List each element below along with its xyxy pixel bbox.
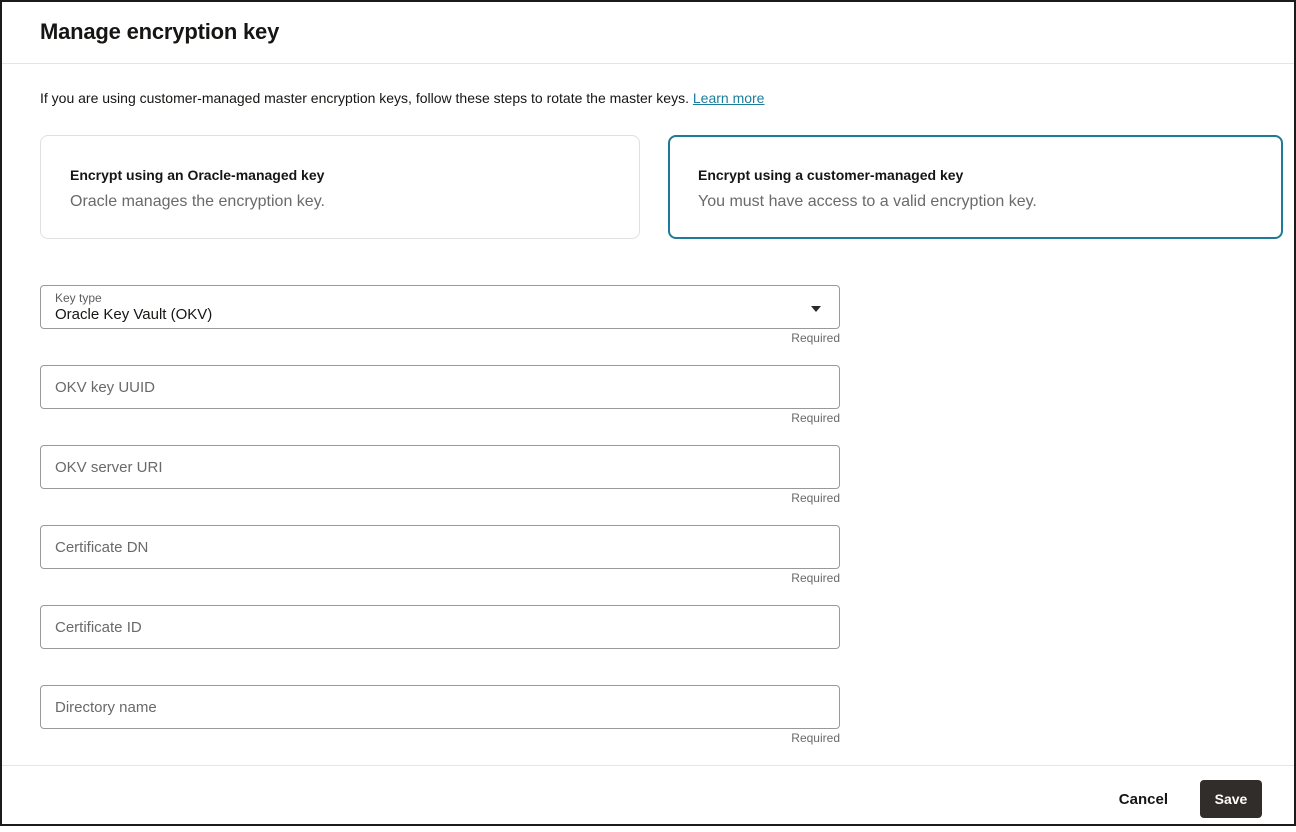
intro-text [40,90,1256,107]
cancel-button[interactable]: Cancel [1115,783,1172,816]
option-card-title: Encrypt using a customer-managed key [698,167,964,183]
option-card-oracle-managed-key[interactable] [40,135,640,239]
okv-server-uri-field-group [40,445,840,507]
certificate-dn-input[interactable] [40,525,840,569]
key-type-value: Oracle Key Vault (OKV) [55,306,213,323]
key-type-label: Key type [55,291,102,305]
required-hint: Required [791,731,840,745]
learn-more-link[interactable]: Learn more [692,90,765,106]
chevron-down-icon [811,306,821,312]
intro-text-body: If you are using customer-managed master encryption keys, follow these steps to rotate the master keys. [40,90,689,106]
option-card-customer-managed-key[interactable] [668,135,1283,239]
required-hint [40,651,840,667]
dialog-footer [2,765,1294,832]
page-title: Manage encryption key [40,19,280,44]
encryption-option-cards [40,135,1283,239]
dialog-header [2,2,1294,64]
directory-name-input[interactable] [40,685,840,729]
option-card-description: You must have access to a valid encryption key. [698,193,1037,210]
certificate-id-field-group [40,605,840,667]
encryption-key-form [40,285,840,765]
option-card-title: Encrypt using an Oracle-managed key [70,167,325,183]
certificate-dn-field-group [40,525,840,587]
directory-name-field-group [40,685,840,747]
option-card-description: Oracle manages the encryption key. [70,193,325,210]
certificate-id-input[interactable] [40,605,840,649]
okv-key-uuid-input[interactable] [40,365,840,409]
key-type-select[interactable] [40,285,840,329]
required-hint: Required [791,571,840,585]
save-button[interactable]: Save [1200,780,1262,818]
key-type-field-group [40,285,840,347]
required-hint: Required [791,331,840,345]
required-hint: Required [791,491,840,505]
okv-server-uri-input[interactable] [40,445,840,489]
required-hint: Required [791,411,840,425]
okv-key-uuid-field-group [40,365,840,427]
